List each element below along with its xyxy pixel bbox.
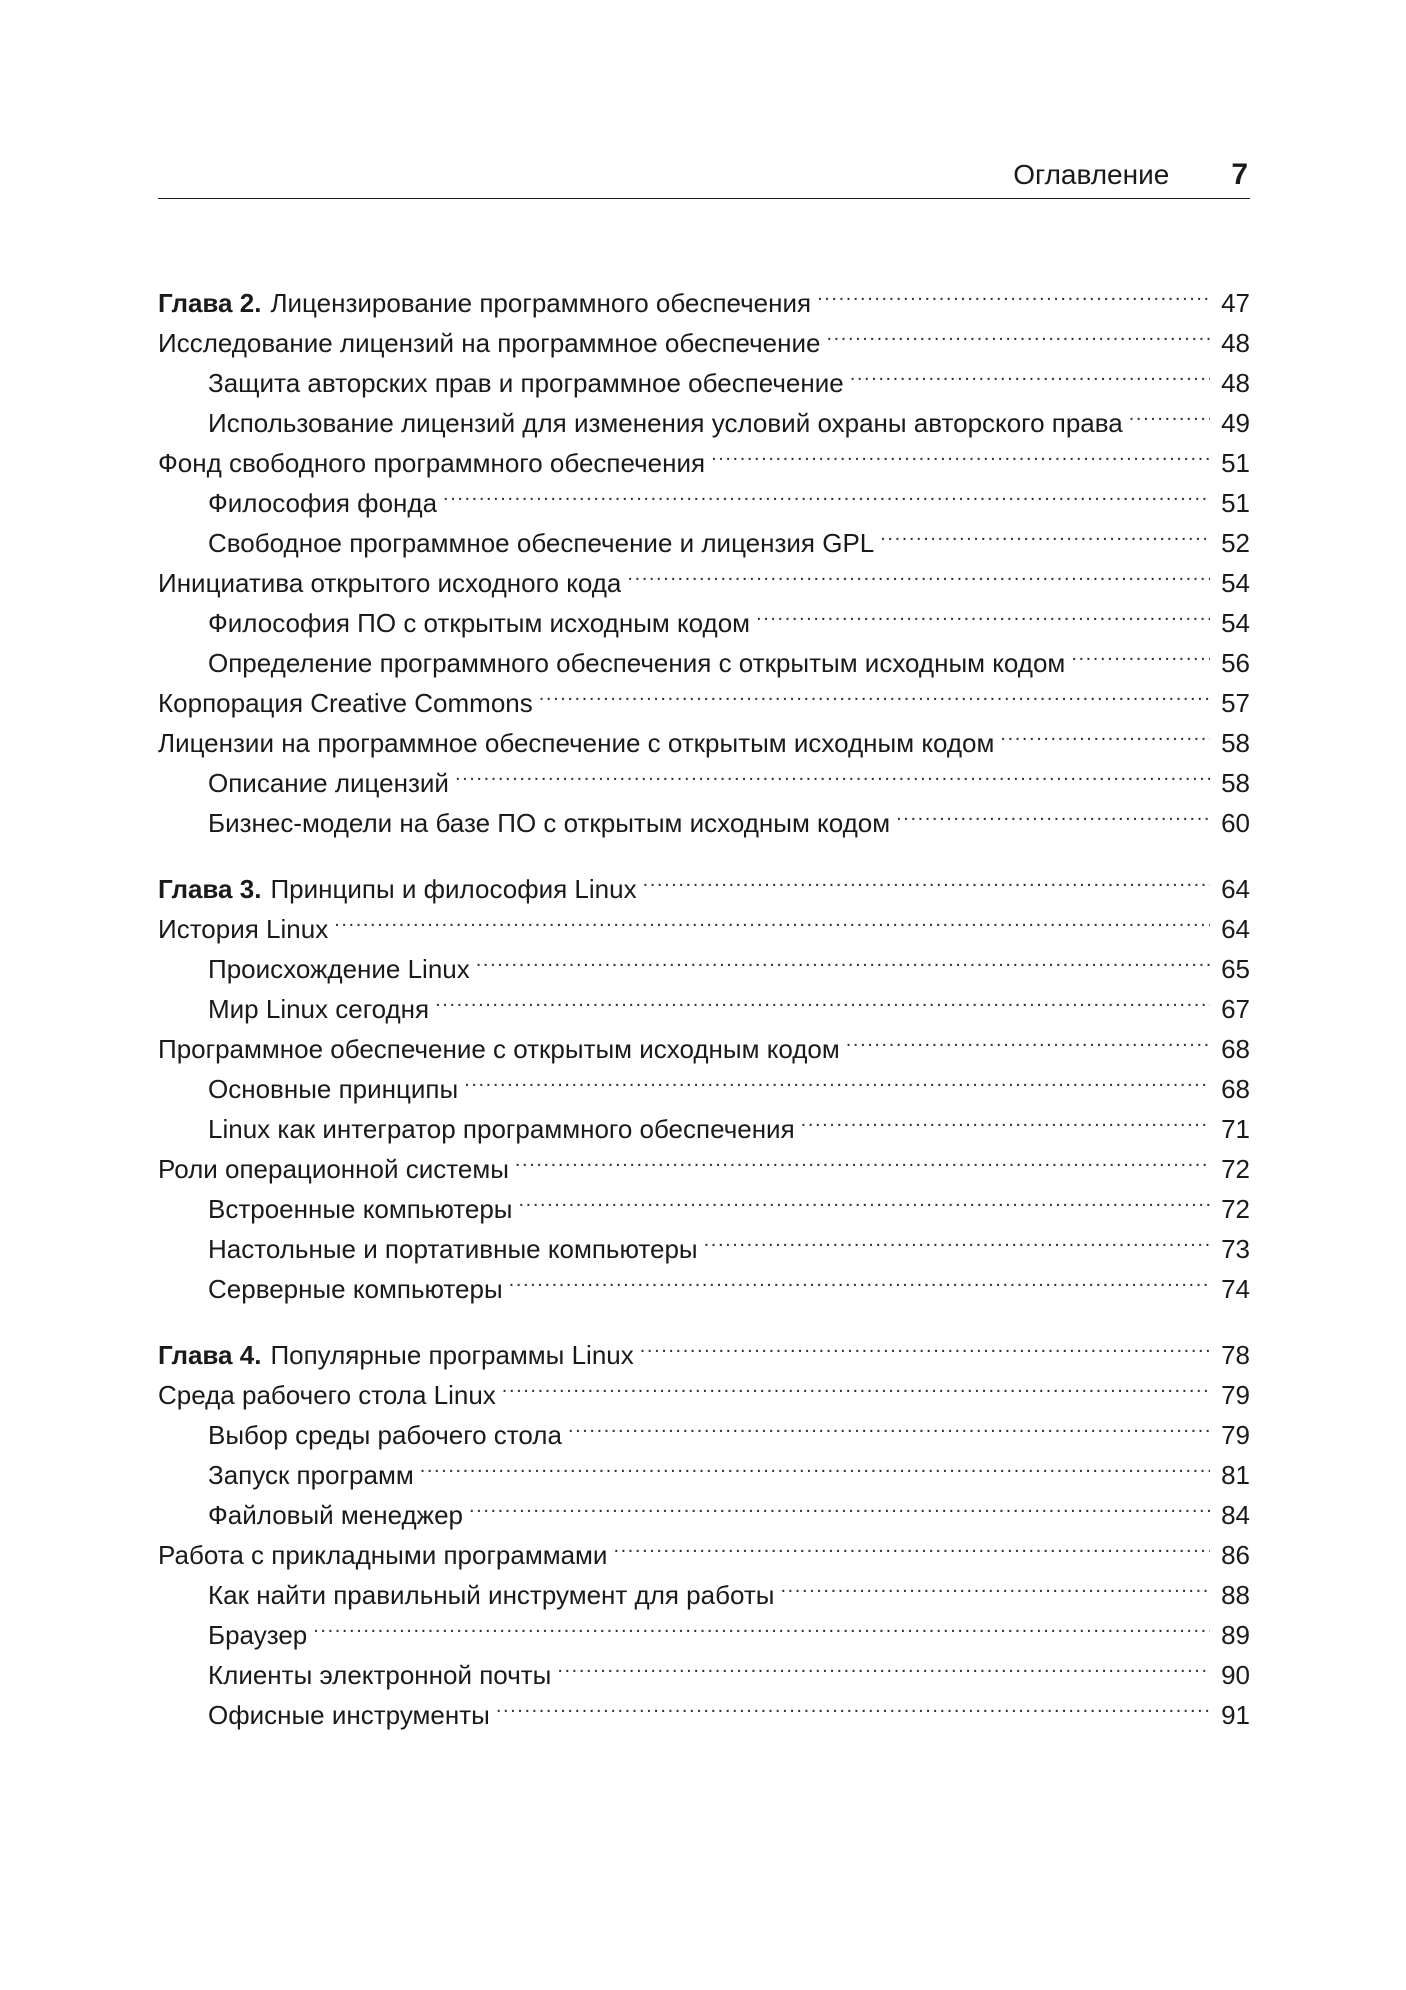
toc-page-ref: 91 xyxy=(1221,1700,1250,1730)
dot-leader xyxy=(817,272,1210,312)
toc-entry-title: Встроенные компьютеры xyxy=(208,1194,513,1224)
toc-entry-title: Инициатива открытого исходного кода xyxy=(158,568,622,598)
dot-leader xyxy=(756,592,1210,632)
dot-leader xyxy=(334,898,1210,938)
toc-entry-title: Клиенты электронной почты xyxy=(208,1660,552,1690)
toc-entry-title: Корпорация Creative Commons xyxy=(158,688,533,718)
dot-leader xyxy=(443,472,1210,512)
toc-page-ref: 72 xyxy=(1221,1194,1250,1224)
toc-page-ref: 54 xyxy=(1221,608,1250,638)
toc-page-ref: 73 xyxy=(1221,1234,1250,1264)
toc-page-ref: 49 xyxy=(1221,408,1250,438)
toc-entry-title: Бизнес-модели на базе ПО с открытым исходным кодом xyxy=(208,808,891,838)
page-number: 7 xyxy=(1231,158,1248,191)
chapter-number: Глава 3. xyxy=(158,874,262,904)
dot-leader xyxy=(1129,392,1210,432)
dot-leader xyxy=(496,1684,1210,1724)
toc-page-ref: 67 xyxy=(1221,994,1250,1024)
toc-entry-title: Мир Linux сегодня xyxy=(208,994,430,1024)
toc-page-ref: 88 xyxy=(1221,1580,1250,1610)
toc-page-ref: 90 xyxy=(1221,1660,1250,1690)
toc-entry-title: История Linux xyxy=(158,914,329,944)
dot-leader xyxy=(420,1444,1210,1484)
toc-entry-title: Защита авторских прав и программное обеспечение xyxy=(208,368,844,398)
toc-page-ref: 52 xyxy=(1221,528,1250,558)
dot-leader xyxy=(464,1058,1210,1098)
dot-leader xyxy=(509,1258,1210,1298)
toc-page-ref: 64 xyxy=(1221,874,1250,904)
toc-entry-title: Файловый менеджер xyxy=(208,1500,463,1530)
toc-chapter xyxy=(158,272,1250,838)
toc-entry-title: Запуск программ xyxy=(208,1460,414,1490)
toc-entry-title: Программное обеспечение с открытым исходным кодом xyxy=(158,1034,840,1064)
toc-page-ref: 71 xyxy=(1221,1114,1250,1144)
dot-leader xyxy=(850,352,1210,392)
dot-leader xyxy=(313,1604,1210,1644)
toc-entry-title: Работа с прикладными программами xyxy=(158,1540,608,1570)
toc-page-ref: 60 xyxy=(1221,808,1250,838)
toc-subsection-entry[interactable] xyxy=(158,1644,1250,1690)
dot-leader xyxy=(643,858,1210,898)
toc-entry-title: Браузер xyxy=(208,1620,308,1650)
dot-leader xyxy=(539,672,1210,712)
toc-entry-title: Как найти правильный инструмент для работы xyxy=(208,1580,775,1610)
chapter-title: Популярные программы Linux xyxy=(270,1340,634,1370)
toc-page-ref: 72 xyxy=(1221,1154,1250,1184)
toc-page-ref: 78 xyxy=(1221,1340,1250,1370)
dot-leader xyxy=(627,552,1210,592)
toc-entry-title: Офисные инструменты xyxy=(208,1700,490,1730)
dot-leader xyxy=(640,1324,1210,1364)
toc-entry-title: Среда рабочего стола Linux xyxy=(158,1380,496,1410)
toc-page-ref: 56 xyxy=(1221,648,1250,678)
toc-chapter-heading[interactable] xyxy=(158,858,1250,904)
toc-page-ref: 48 xyxy=(1221,368,1250,398)
chapter-title: Лицензирование программного обеспечения xyxy=(270,288,812,318)
dot-leader xyxy=(704,1218,1210,1258)
dot-leader xyxy=(476,938,1210,978)
dot-leader xyxy=(896,792,1210,832)
dot-leader xyxy=(515,1138,1210,1178)
toc-entry-title: Основные принципы xyxy=(208,1074,459,1104)
toc-page-ref: 68 xyxy=(1221,1074,1250,1104)
toc-entry-title: Роли операционной системы xyxy=(158,1154,509,1184)
chapter-number: Глава 4. xyxy=(158,1340,262,1370)
dot-leader xyxy=(613,1524,1210,1564)
toc-page-ref: 89 xyxy=(1221,1620,1250,1650)
toc-entry-title: Исследование лицензий на программное обеспечение xyxy=(158,328,821,358)
chapter-title: Принципы и философия Linux xyxy=(270,874,637,904)
toc-page-ref: 57 xyxy=(1221,688,1250,718)
toc-page-ref: 51 xyxy=(1221,448,1250,478)
toc-entry-title: Использование лицензий для изменения условий охраны авторского права xyxy=(208,408,1123,438)
toc-entry-title: Linux как интегратор программного обеспечения xyxy=(208,1114,795,1144)
dot-leader xyxy=(846,1018,1210,1058)
dot-leader xyxy=(826,312,1210,352)
toc-entry-title: Философия ПО с открытым исходным кодом xyxy=(208,608,751,638)
toc-chapter-heading[interactable] xyxy=(158,1324,1250,1370)
dot-leader xyxy=(880,512,1210,552)
toc-page-ref: 48 xyxy=(1221,328,1250,358)
toc-page-ref: 81 xyxy=(1221,1460,1250,1490)
toc-entry-title: Серверные компьютеры xyxy=(208,1274,503,1304)
dot-leader xyxy=(519,1178,1211,1218)
running-head xyxy=(158,150,1250,200)
running-head-title: Оглавление xyxy=(1013,159,1170,190)
toc-subsection-entry[interactable] xyxy=(158,1604,1250,1650)
toc-page-ref: 84 xyxy=(1221,1500,1250,1530)
toc-page-ref: 65 xyxy=(1221,954,1250,984)
dot-leader xyxy=(711,432,1210,472)
dot-leader xyxy=(455,752,1210,792)
toc-page-ref: 74 xyxy=(1221,1274,1250,1304)
toc-page-ref: 51 xyxy=(1221,488,1250,518)
dot-leader xyxy=(1071,632,1210,672)
toc-page-ref: 54 xyxy=(1221,568,1250,598)
toc-entry-title: Определение программного обеспечения с открытым исходным кодом xyxy=(208,648,1066,678)
toc-page-ref: 68 xyxy=(1221,1034,1250,1064)
toc-chapter xyxy=(158,1324,1250,1730)
toc-entry-title: Описание лицензий xyxy=(208,768,449,798)
toc-page-ref: 79 xyxy=(1221,1420,1250,1450)
chapter-number: Глава 2. xyxy=(158,288,262,318)
toc-page-ref: 79 xyxy=(1221,1380,1250,1410)
header-rule xyxy=(158,198,1250,199)
toc-entry-title: Выбор среды рабочего стола xyxy=(208,1420,562,1450)
toc-entry-title: Происхождение Linux xyxy=(208,954,470,984)
dot-leader xyxy=(469,1484,1210,1524)
dot-leader xyxy=(801,1098,1210,1138)
table-of-contents xyxy=(158,272,1250,1750)
toc-entry-title: Лицензии на программное обеспечение с открытым исходным кодом xyxy=(158,728,995,758)
toc-page-ref: 58 xyxy=(1221,768,1250,798)
dot-leader xyxy=(568,1404,1210,1444)
toc-page-ref: 64 xyxy=(1221,914,1250,944)
dot-leader xyxy=(557,1644,1210,1684)
dot-leader xyxy=(780,1564,1210,1604)
toc-entry-title: Свободное программное обеспечение и лицензия GPL xyxy=(208,528,875,558)
toc-entry-title: Фонд свободного программного обеспечения xyxy=(158,448,706,478)
dot-leader xyxy=(1000,712,1210,752)
toc-chapter-heading[interactable] xyxy=(158,272,1250,318)
dot-leader xyxy=(435,978,1210,1018)
toc-entry-title: Настольные и портативные компьютеры xyxy=(208,1234,698,1264)
toc-page-ref: 86 xyxy=(1221,1540,1250,1570)
toc-entry-title: Философия фонда xyxy=(208,488,438,518)
toc-page-ref: 58 xyxy=(1221,728,1250,758)
dot-leader xyxy=(502,1364,1210,1404)
toc-entry-label xyxy=(158,283,811,323)
toc-chapter xyxy=(158,858,1250,1304)
toc-page-ref: 47 xyxy=(1221,288,1250,318)
